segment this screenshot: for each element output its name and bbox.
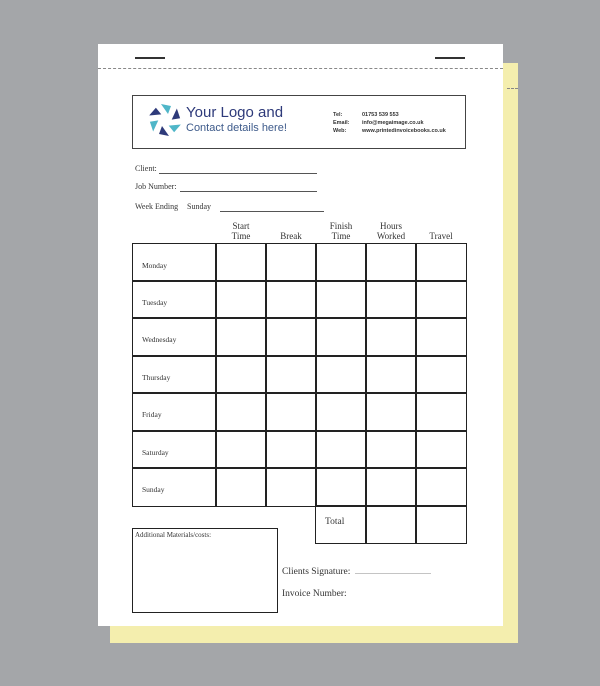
logo-subtitle: Contact details here! xyxy=(186,122,287,134)
time-cell[interactable] xyxy=(215,317,267,357)
time-cell[interactable] xyxy=(365,280,417,319)
time-cell[interactable] xyxy=(315,355,367,394)
tel-value: 01753 539 553 xyxy=(362,112,399,118)
time-cell[interactable] xyxy=(215,243,267,282)
column-header-line2: Worked xyxy=(376,231,406,241)
total-label-cell xyxy=(315,505,367,544)
time-cell[interactable] xyxy=(365,243,417,282)
client-label: Client: xyxy=(135,164,157,173)
time-cell[interactable] xyxy=(265,243,317,282)
time-cell[interactable] xyxy=(415,243,467,282)
column-header-line2: Time xyxy=(331,231,351,241)
week-ending-day: Sunday xyxy=(187,202,211,211)
job-number-label: Job Number: xyxy=(135,182,177,191)
materials-box[interactable] xyxy=(132,528,278,613)
time-cell[interactable] xyxy=(365,355,417,394)
column-header xyxy=(366,221,416,241)
binding-mark xyxy=(135,57,165,59)
web-value: www.printedinvoicebooks.co.uk xyxy=(362,128,446,134)
time-cell[interactable] xyxy=(415,317,467,357)
column-header-line2: Travel xyxy=(429,231,453,241)
time-cell[interactable] xyxy=(265,355,317,394)
column-header xyxy=(316,221,366,241)
signature-label: Clients Signature: xyxy=(282,567,351,577)
time-cell[interactable] xyxy=(265,392,317,432)
web-label: Web: xyxy=(333,128,347,134)
day-label: Tuesday xyxy=(142,297,168,307)
time-cell[interactable] xyxy=(315,243,367,282)
day-cell xyxy=(132,467,217,507)
day-cell xyxy=(132,430,217,469)
perforation-line-copy xyxy=(507,88,518,89)
column-header xyxy=(266,221,316,241)
column-header xyxy=(416,221,466,241)
time-cell[interactable] xyxy=(215,467,267,507)
perforation-line xyxy=(98,68,503,69)
time-cell[interactable] xyxy=(365,467,417,507)
time-cell[interactable] xyxy=(265,467,317,507)
email-label: Email: xyxy=(333,120,350,126)
day-cell xyxy=(132,392,217,432)
total-cell[interactable] xyxy=(415,505,467,544)
time-cell[interactable] xyxy=(415,355,467,394)
time-cell[interactable] xyxy=(415,280,467,319)
day-label: Saturday xyxy=(142,447,169,457)
time-cell[interactable] xyxy=(315,467,367,507)
invoice-number-label: Invoice Number: xyxy=(282,589,347,599)
client-field[interactable] xyxy=(159,173,317,174)
column-header-line2: Break xyxy=(280,231,302,241)
time-cell[interactable] xyxy=(215,355,267,394)
time-cell[interactable] xyxy=(215,280,267,319)
total-cell[interactable] xyxy=(365,505,417,544)
week-ending-field[interactable] xyxy=(220,211,324,212)
time-cell[interactable] xyxy=(415,392,467,432)
total-label: Total xyxy=(325,517,345,527)
tel-label: Tel: xyxy=(333,112,343,118)
day-label: Thursday xyxy=(142,372,171,382)
time-cell[interactable] xyxy=(215,392,267,432)
signature-field[interactable]: ...................................... xyxy=(355,567,431,576)
time-cell[interactable] xyxy=(365,392,417,432)
time-cell[interactable] xyxy=(315,430,367,469)
time-cell[interactable] xyxy=(315,280,367,319)
time-cell[interactable] xyxy=(415,467,467,507)
time-cell[interactable] xyxy=(265,430,317,469)
time-cell[interactable] xyxy=(315,317,367,357)
column-header-line1: Hours xyxy=(380,221,402,231)
day-label: Wednesday xyxy=(142,335,177,345)
day-cell xyxy=(132,355,217,394)
column-header-line2: Time xyxy=(231,231,251,241)
day-cell xyxy=(132,280,217,319)
column-header xyxy=(216,221,266,241)
column-header-line1 xyxy=(416,221,466,231)
time-cell[interactable] xyxy=(365,430,417,469)
materials-label: Additional Materials/costs: xyxy=(135,531,212,539)
time-cell[interactable] xyxy=(415,430,467,469)
day-cell xyxy=(132,243,217,282)
job-number-field[interactable] xyxy=(180,191,317,192)
email-value: info@megaimage.co.uk xyxy=(362,120,424,126)
week-ending-label: Week Ending xyxy=(135,202,179,211)
column-header-line1: Finish xyxy=(329,221,353,231)
time-cell[interactable] xyxy=(265,317,317,357)
day-cell xyxy=(132,317,217,357)
day-label: Monday xyxy=(142,260,167,270)
logo-icon xyxy=(146,100,184,140)
logo-title: Your Logo and xyxy=(186,104,284,121)
day-label: Friday xyxy=(142,410,162,420)
time-cell[interactable] xyxy=(215,430,267,469)
column-header-line1 xyxy=(266,221,316,231)
day-label: Sunday xyxy=(142,485,165,495)
time-cell[interactable] xyxy=(315,392,367,432)
column-header-line1: Start xyxy=(232,221,250,231)
time-cell[interactable] xyxy=(365,317,417,357)
time-cell[interactable] xyxy=(265,280,317,319)
binding-mark xyxy=(435,57,465,59)
